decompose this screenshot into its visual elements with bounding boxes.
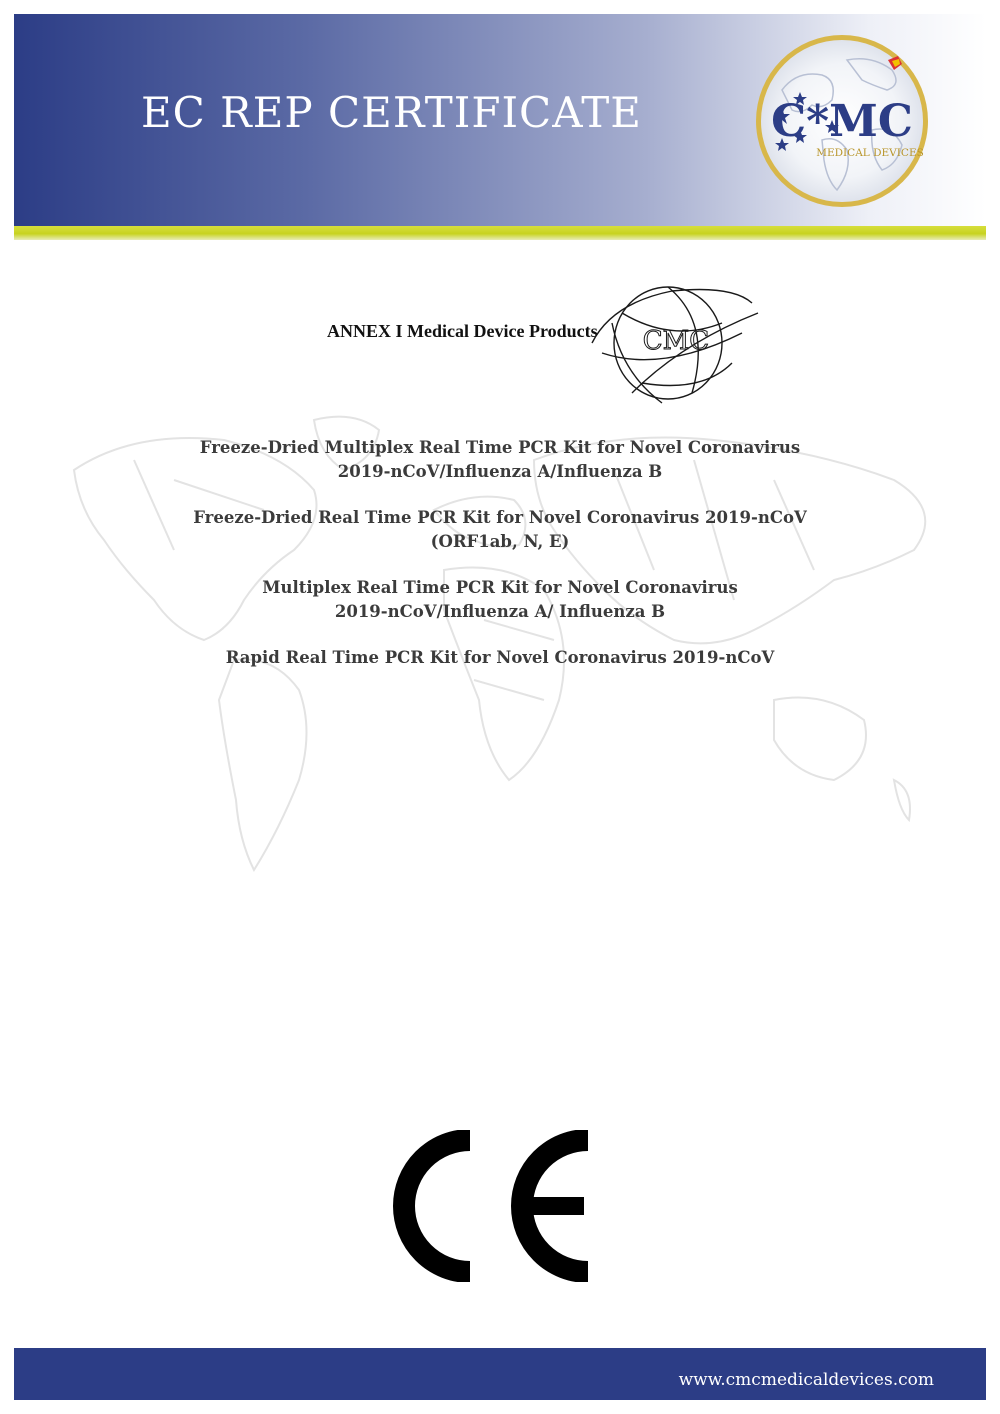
ce-mark-icon bbox=[388, 1130, 604, 1282]
product-item bbox=[130, 436, 870, 484]
header-stripe bbox=[14, 226, 986, 240]
product-line: Multiplex Real Time PCR Kit for Novel Coronavirus bbox=[262, 578, 738, 597]
annex-title: ANNEX I Medical Device Products bbox=[327, 321, 598, 341]
footer-website-link[interactable]: www.cmcmedicaldevices.com bbox=[678, 1370, 934, 1390]
product-item bbox=[130, 646, 870, 670]
page-title: EC REP CERTIFICATE bbox=[141, 88, 642, 137]
product-line: (ORF1ab, N, E) bbox=[430, 532, 570, 551]
product-line: Freeze-Dried Real Time PCR Kit for Novel Coronavirus 2019-nCoV bbox=[193, 508, 807, 527]
product-line: 2019-nCoV/Influenza A/ Influenza B bbox=[334, 602, 666, 621]
product-list bbox=[130, 436, 870, 692]
cmc-logo bbox=[752, 30, 932, 212]
logo-text: C*MC bbox=[771, 96, 913, 147]
signature-stamp bbox=[582, 283, 760, 409]
stamp-text: CMC bbox=[642, 326, 710, 356]
product-item bbox=[130, 576, 870, 624]
product-line: 2019-nCoV/Influenza A/Influenza B bbox=[337, 462, 663, 481]
product-line: Rapid Real Time PCR Kit for Novel Coronavirus 2019-nCoV bbox=[225, 648, 775, 667]
product-item bbox=[130, 506, 870, 554]
logo-subtext: MEDICAL DEVICES bbox=[816, 147, 924, 159]
product-line: Freeze-Dried Multiplex Real Time PCR Kit for Novel Coronavirus bbox=[199, 438, 801, 457]
